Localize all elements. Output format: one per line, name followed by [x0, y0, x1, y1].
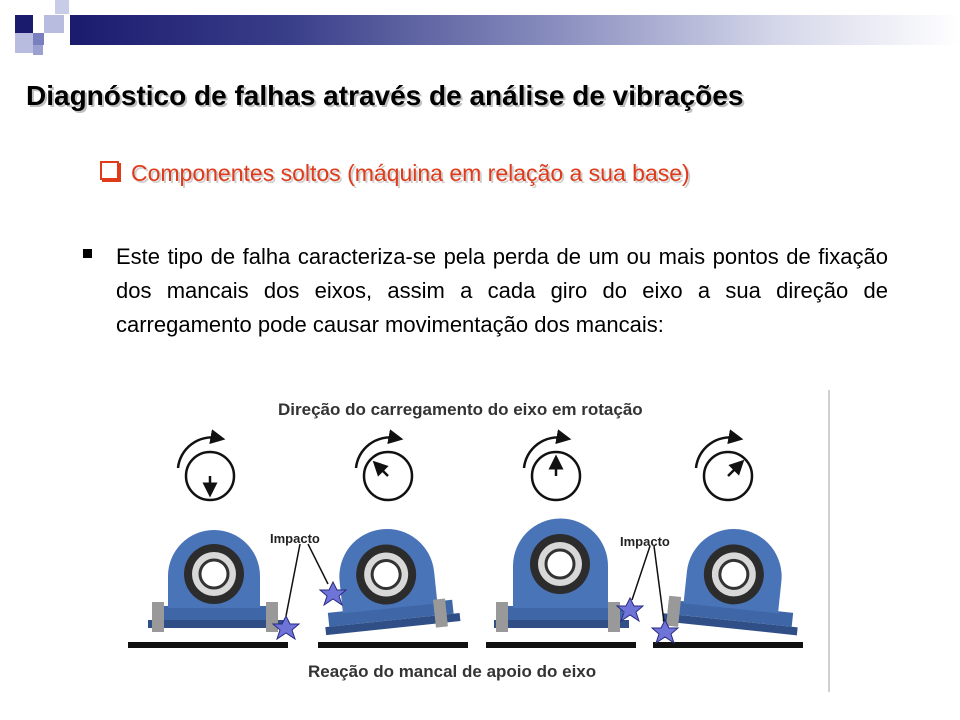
bearing-diagram — [128, 386, 833, 692]
impact-label-right: Impacto — [620, 534, 670, 549]
ground-line — [318, 642, 468, 648]
checkbox-bullet-icon — [100, 161, 119, 180]
ground-line — [128, 642, 288, 648]
corner-square-small — [33, 45, 43, 55]
square-bullet-icon — [83, 249, 92, 258]
header-gradient-bar — [70, 15, 960, 45]
ground-line — [486, 642, 636, 648]
corner-square-light — [15, 33, 33, 53]
rotation-icon-1 — [178, 437, 234, 500]
slide-title: Diagnóstico de falhas através de análise de vibrações — [26, 80, 744, 111]
rotation-icon-2 — [356, 437, 412, 500]
figure-caption-bottom: Reação do mancal de apoio do eixo — [308, 662, 597, 681]
corner-square-light — [44, 15, 64, 33]
subtitle-text: Componentes soltos (máquina em relação a sua base) — [131, 160, 690, 186]
bearing-diagram-drawing — [128, 386, 833, 692]
slide-subtitle — [100, 160, 690, 187]
corner-square-dark — [15, 15, 33, 33]
rotation-icon-4 — [696, 437, 752, 500]
ground-line — [653, 642, 803, 648]
bearing-block-3 — [494, 519, 629, 633]
figure-caption-top: Direção do carregamento do eixo em rotação — [278, 400, 643, 419]
bearing-block-4 — [662, 522, 807, 639]
impact-label-left: Impacto — [270, 531, 320, 546]
bearing-block-2 — [316, 522, 461, 639]
corner-square-light — [55, 0, 69, 14]
bullet-text: Este tipo de falha caracteriza-se pela perda de um ou mais pontos de fixação dos mancais dos eixos, assim a cada giro do eixo a sua direção de carregamento pode causar movimentação dos mancais: — [116, 244, 888, 337]
rotation-icon-3 — [524, 437, 580, 500]
corner-square-mid — [33, 33, 44, 45]
bullet-item — [83, 240, 888, 342]
bearing-block-1 — [148, 530, 286, 632]
